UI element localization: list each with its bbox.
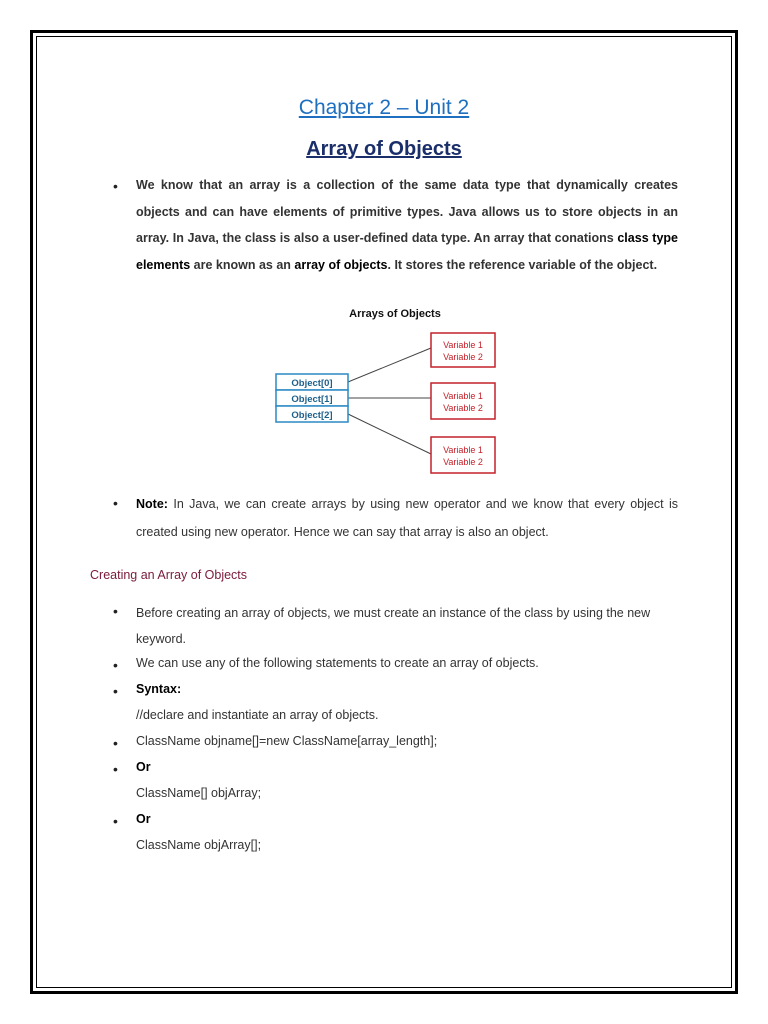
variable-label: Variable 1 [443, 391, 483, 401]
code-line: ClassName objname[]=new ClassName[array_length]; [136, 734, 438, 748]
object-box-1 [431, 383, 495, 419]
bullet-marker: • [113, 178, 118, 194]
bullet-marker: • [113, 735, 118, 751]
list-item: We can use any of the following statements to create an array of objects. [136, 656, 539, 670]
object-box-2 [431, 437, 495, 473]
bullet-marker: • [113, 761, 118, 777]
intro-paragraph: We know that an array is a collection of the same data type that dynamically creates objects and can have elements of primitive types. Java allows us to store objects in an array. In Java, the class is also a user-defined data type. An array that conations class type elements are known as an array of objects. It stores the reference variable of the object. [136, 178, 678, 272]
list-item: Before creating an array of objects, we must create an instance of the class by using the new keyword. [136, 606, 651, 646]
bullet-marker: • [113, 603, 118, 619]
connector-line-2 [348, 414, 431, 454]
code-line: ClassName objArray[]; [136, 838, 262, 852]
syntax-label: Syntax: [136, 682, 182, 696]
syntax-comment: //declare and instantiate an array of objects. [136, 708, 379, 722]
section-heading: Creating an Array of Objects [90, 568, 248, 582]
array-cell-1 [276, 390, 348, 406]
array-cell-label: Object[0] [291, 378, 333, 389]
or-label: Or [136, 812, 151, 826]
code-line: ClassName[] objArray; [136, 786, 262, 800]
or-label: Or [136, 760, 151, 774]
bullet-marker: • [113, 813, 118, 829]
variable-label: Variable 2 [443, 352, 483, 362]
variable-label: Variable 2 [443, 457, 483, 467]
object-box-0 [431, 333, 495, 367]
array-of-objects-diagram [270, 303, 510, 478]
array-cell-0 [276, 374, 348, 390]
diagram-title: Arrays of Objects [349, 308, 441, 320]
array-cell-label: Object[2] [291, 410, 333, 421]
variable-label: Variable 1 [443, 445, 483, 455]
connector-line-0 [348, 348, 431, 382]
bullet-marker: • [113, 495, 118, 511]
topic-title: Array of Objects [306, 138, 462, 160]
variable-label: Variable 1 [443, 340, 483, 350]
note-paragraph: Note: In Java, we can create arrays by using new operator and we know that every object is created using new operator. Hence we can say that array is also an object. [136, 497, 678, 539]
chapter-title: Chapter 2 – Unit 2 [298, 96, 470, 119]
array-cell-2 [276, 406, 348, 422]
array-cell-label: Object[1] [291, 394, 333, 405]
bullet-marker: • [113, 683, 118, 699]
bullet-marker: • [113, 657, 118, 673]
variable-label: Variable 2 [443, 403, 483, 413]
